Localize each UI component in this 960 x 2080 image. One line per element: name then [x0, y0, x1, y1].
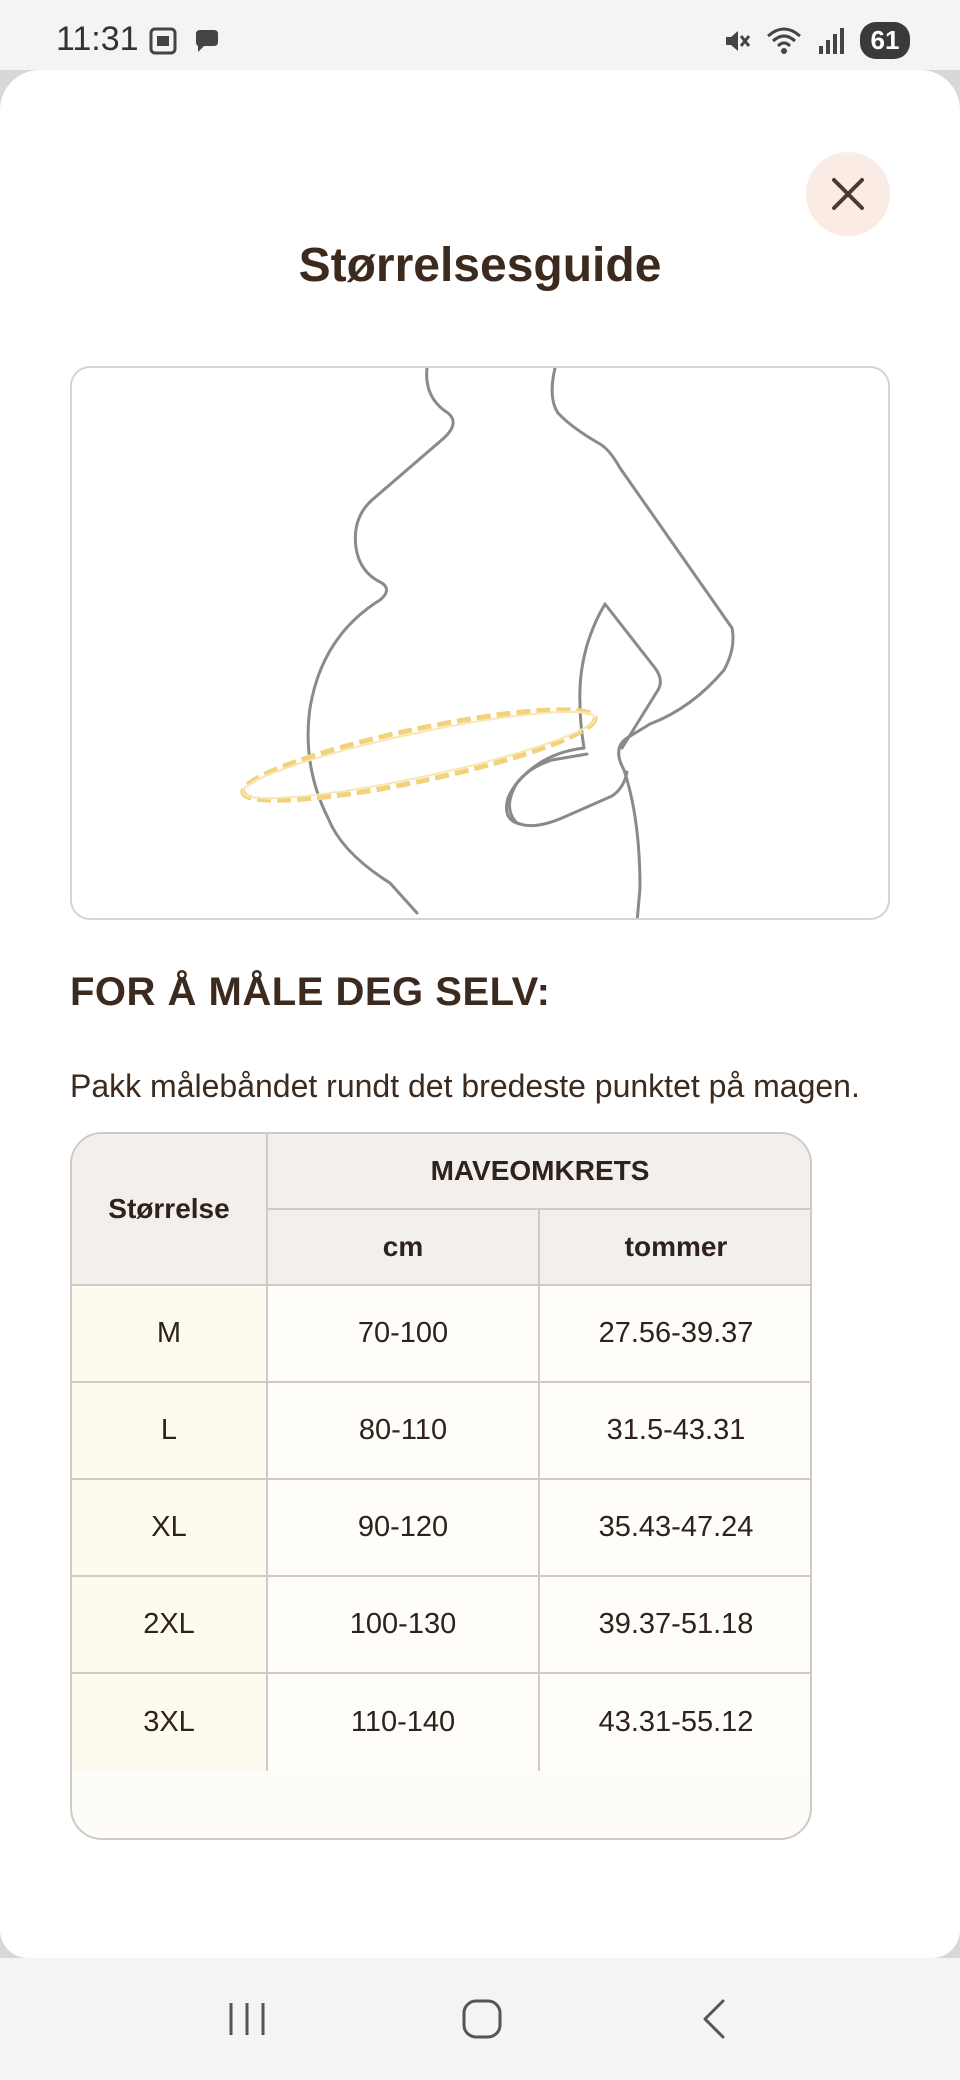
signal-icon — [816, 26, 846, 56]
table-cell-inch: 27.56-39.37 — [540, 1286, 812, 1383]
instruction-text: Pakk målebåndet rundt det bredeste punktet på magen. — [70, 1068, 860, 1104]
screenshot-icon — [148, 26, 178, 56]
status-time: 11:31 — [56, 20, 139, 58]
table-cell-cm: 100-130 — [268, 1577, 540, 1674]
table-cell-cm: 110-140 — [268, 1674, 540, 1771]
status-left-icons — [148, 26, 222, 56]
table-cell-size: M — [72, 1286, 268, 1383]
battery-indicator: 61 — [860, 22, 910, 59]
recent-apps-icon[interactable] — [225, 1999, 269, 2039]
header-cm: cm — [268, 1210, 540, 1286]
table-cell-size: 2XL — [72, 1577, 268, 1674]
back-icon[interactable] — [695, 1997, 735, 2041]
table-cell-inch: 35.43-47.24 — [540, 1480, 812, 1577]
table-cell-inch: 39.37-51.18 — [540, 1577, 812, 1674]
status-bar — [0, 0, 960, 70]
header-belly-circumference: MAVEOMKRETS — [268, 1134, 812, 1210]
close-icon — [828, 174, 868, 214]
status-right-icons — [722, 22, 910, 59]
table-cell-size: 3XL — [72, 1674, 268, 1771]
measurement-illustration — [70, 366, 890, 920]
table-cell-inch: 31.5-43.31 — [540, 1383, 812, 1480]
table-cell-inch: 43.31-55.12 — [540, 1674, 812, 1771]
table-cell-size: XL — [72, 1480, 268, 1577]
pregnant-silhouette-icon — [72, 368, 890, 920]
mute-icon — [722, 26, 752, 56]
size-table-grid — [72, 1134, 810, 1838]
table-cell-size: L — [72, 1383, 268, 1480]
table-cell-cm: 90-120 — [268, 1480, 540, 1577]
header-size: Størrelse — [72, 1134, 268, 1286]
close-button[interactable] — [806, 152, 890, 236]
wifi-icon — [766, 26, 802, 56]
size-table — [70, 1132, 812, 1840]
section-heading: FOR Å MÅLE DEG SELV: — [70, 970, 551, 1014]
header-inch: tommer — [540, 1210, 812, 1286]
system-nav-bar — [0, 1958, 960, 2080]
modal-title: Størrelsesguide — [298, 239, 662, 292]
chat-bubble-icon — [192, 26, 222, 56]
table-cell-cm: 70-100 — [268, 1286, 540, 1383]
home-icon[interactable] — [460, 1997, 504, 2041]
table-cell-cm: 80-110 — [268, 1383, 540, 1480]
